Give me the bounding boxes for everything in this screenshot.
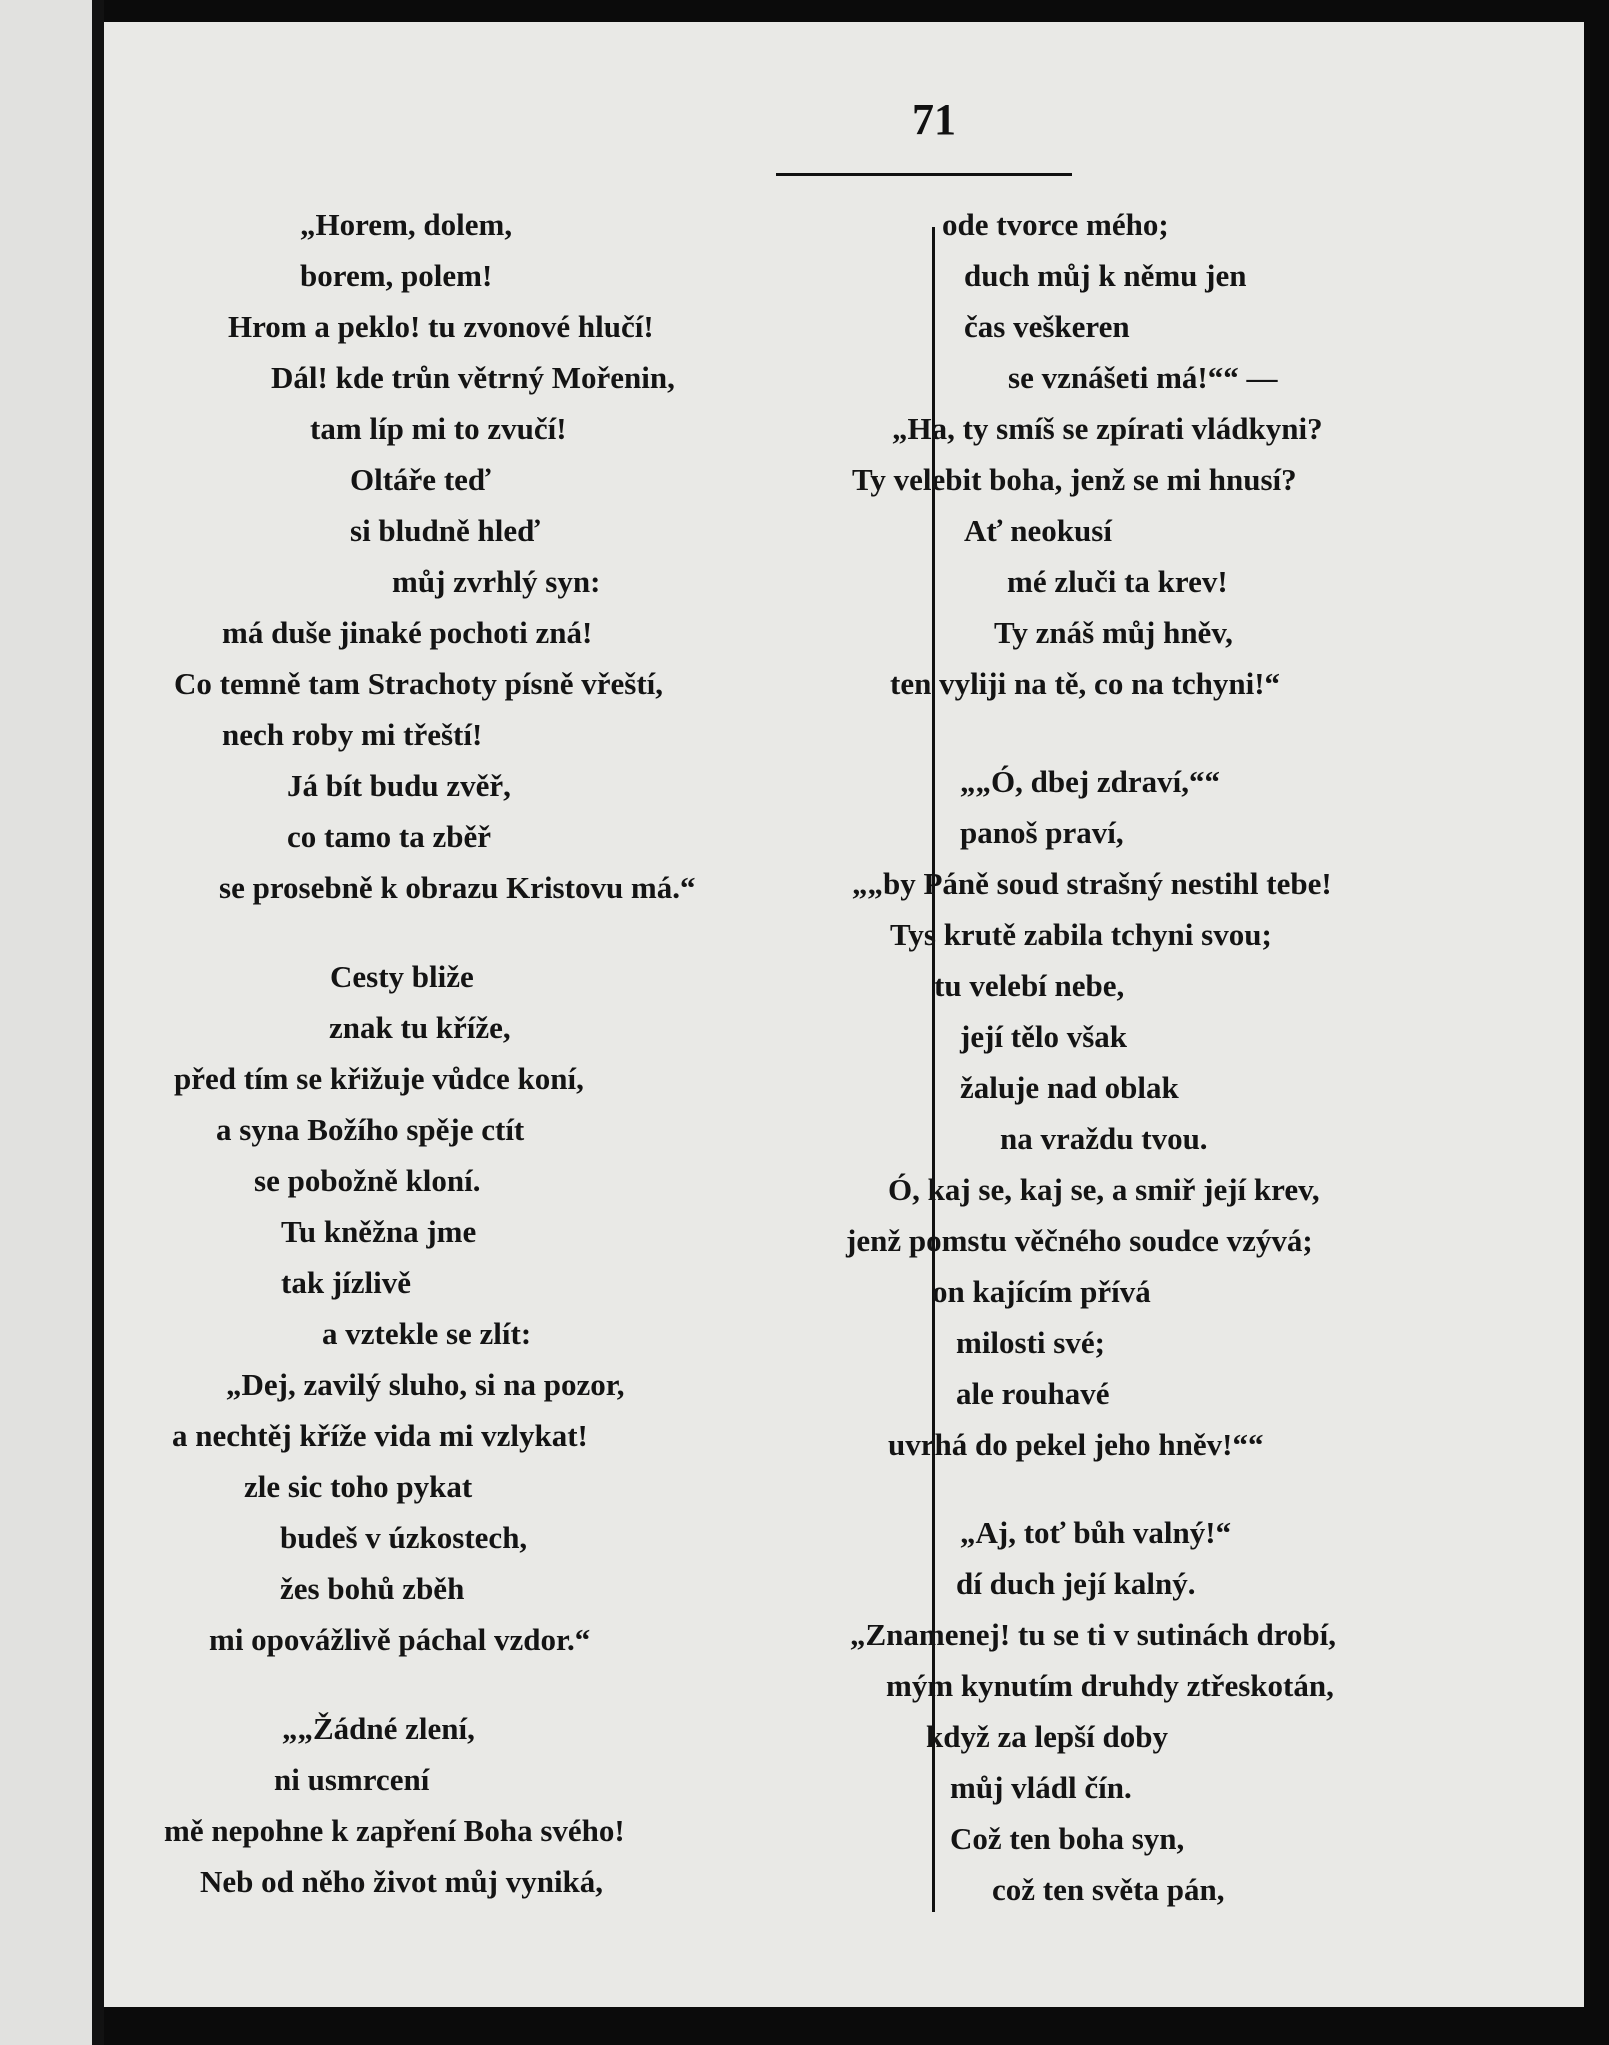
verse-line: borem, polem! — [300, 258, 493, 293]
verse-line: milosti své; — [956, 1325, 1105, 1360]
verse-line: „Aj, toť bůh valný!“ — [960, 1515, 1232, 1550]
verse-line: „Ha, ty smíš se zpírati vládkyni? — [892, 411, 1323, 446]
verse-line: Tys krutě zabila tchyni svou; — [890, 917, 1272, 952]
verse-line: čas veškeren — [964, 309, 1130, 344]
verse-line: zle sic toho pykat — [244, 1469, 473, 1504]
verse-line: dí duch její kalný. — [956, 1566, 1196, 1601]
verse-line: budeš v úzkostech, — [280, 1520, 528, 1555]
verse-line: Cesty bliže — [330, 959, 474, 994]
verse-line: ale rouhavé — [956, 1376, 1110, 1411]
header-rule — [776, 173, 1072, 176]
verse-line: panoš praví, — [960, 815, 1124, 850]
verse-line: duch můj k němu jen — [964, 258, 1247, 293]
verse-line: Oltáře teď — [350, 462, 491, 497]
verse-line: Já bít budu zvěř, — [287, 768, 511, 803]
verse-line: co tamo ta zběř — [287, 819, 491, 854]
verse-line: si bludně hleď — [350, 513, 540, 548]
verse-line: mým kynutím druhdy ztřeskotán, — [886, 1668, 1334, 1703]
verse-line: když za lepší doby — [926, 1719, 1169, 1754]
verse-line: mě nepohne k zapření Boha svého! — [164, 1813, 625, 1848]
verse-line: Ty znáš můj hněv, — [994, 615, 1233, 650]
verse-line: jenž pomstu věčného soudce vzývá; — [846, 1223, 1313, 1258]
verse-line: má duše jinaké pochoti zná! — [222, 615, 593, 650]
verse-line: „Horem, dolem, — [300, 207, 513, 242]
page-number: 71 — [912, 95, 956, 144]
verse-line: na vraždu tvou. — [1000, 1121, 1208, 1156]
verse-line: Což ten boha syn, — [950, 1821, 1185, 1856]
verse-line: můj vládl čín. — [950, 1770, 1132, 1805]
verse-line: mi opovážlivě páchal vzdor.“ — [209, 1622, 591, 1657]
verse-line: ode tvorce mého; — [942, 207, 1169, 242]
verse-line: „„by Páně soud strašný nestihl tebe! — [852, 866, 1332, 901]
verse-line: žes bohů zběh — [280, 1571, 465, 1606]
book-page — [104, 22, 1584, 2007]
verse-line: ten vyliji na tě, co na tchyni!“ — [890, 666, 1281, 701]
verse-line: se pobožně kloní. — [254, 1163, 481, 1198]
verse-line: nech roby mi třeští! — [222, 717, 483, 752]
verse-line: ni usmrcení — [274, 1762, 430, 1797]
verse-line: tak jízlivě — [281, 1265, 411, 1300]
verse-line: můj zvrhlý syn: — [392, 564, 601, 599]
verse-line: žaluje nad oblak — [960, 1070, 1179, 1105]
verse-line: „Dej, zavilý sluho, si na pozor, — [226, 1367, 625, 1402]
verse-line: Hrom a peklo! tu zvonové hlučí! — [228, 309, 654, 344]
verse-line: před tím se křižuje vůdce koní, — [174, 1061, 584, 1096]
verse-line: Dál! kde trůn větrný Mořenin, — [271, 360, 675, 395]
verse-line: znak tu kříže, — [329, 1010, 511, 1045]
verse-line: se prosebně k obrazu Kristovu má.“ — [219, 870, 696, 905]
previous-page-edge — [0, 0, 92, 2045]
verse-line: „Znamenej! tu se ti v sutinách drobí, — [850, 1617, 1336, 1652]
verse-line: on kajícím přívá — [932, 1274, 1151, 1309]
verse-line: tam líp mi to zvučí! — [310, 411, 567, 446]
verse-line: což ten světa pán, — [992, 1872, 1225, 1907]
verse-line: její tělo však — [960, 1019, 1128, 1054]
verse-line: Co temně tam Strachoty písně vřeští, — [174, 666, 664, 701]
verse-line: a nechtěj kříže vida mi vzlykat! — [172, 1418, 588, 1453]
verse-line: a syna Božího spěje ctít — [216, 1112, 525, 1147]
verse-line: „„Ó, dbej zdraví,““ — [960, 764, 1221, 799]
verse-line: Neb od něho život můj vyniká, — [200, 1864, 604, 1899]
verse-line: Ty velebit boha, jenž se mi hnusí? — [852, 462, 1297, 497]
verse-line: uvrhá do pekel jeho hněv!““ — [888, 1427, 1264, 1462]
book-gutter — [92, 0, 104, 2045]
verse-line: Ó, kaj se, kaj se, a smiř její krev, — [888, 1172, 1320, 1207]
verse-line: tu velebí nebe, — [934, 968, 1125, 1003]
verse-line: Tu kněžna jme — [281, 1214, 477, 1249]
verse-line: se vznášeti má!““ — — [1008, 360, 1278, 395]
verse-line: Ať neokusí — [964, 513, 1112, 548]
verse-line: mé zluči ta krev! — [1007, 564, 1228, 599]
verse-line: a vztekle se zlít: — [322, 1316, 532, 1351]
verse-line: „„Žádné zlení, — [282, 1711, 475, 1746]
